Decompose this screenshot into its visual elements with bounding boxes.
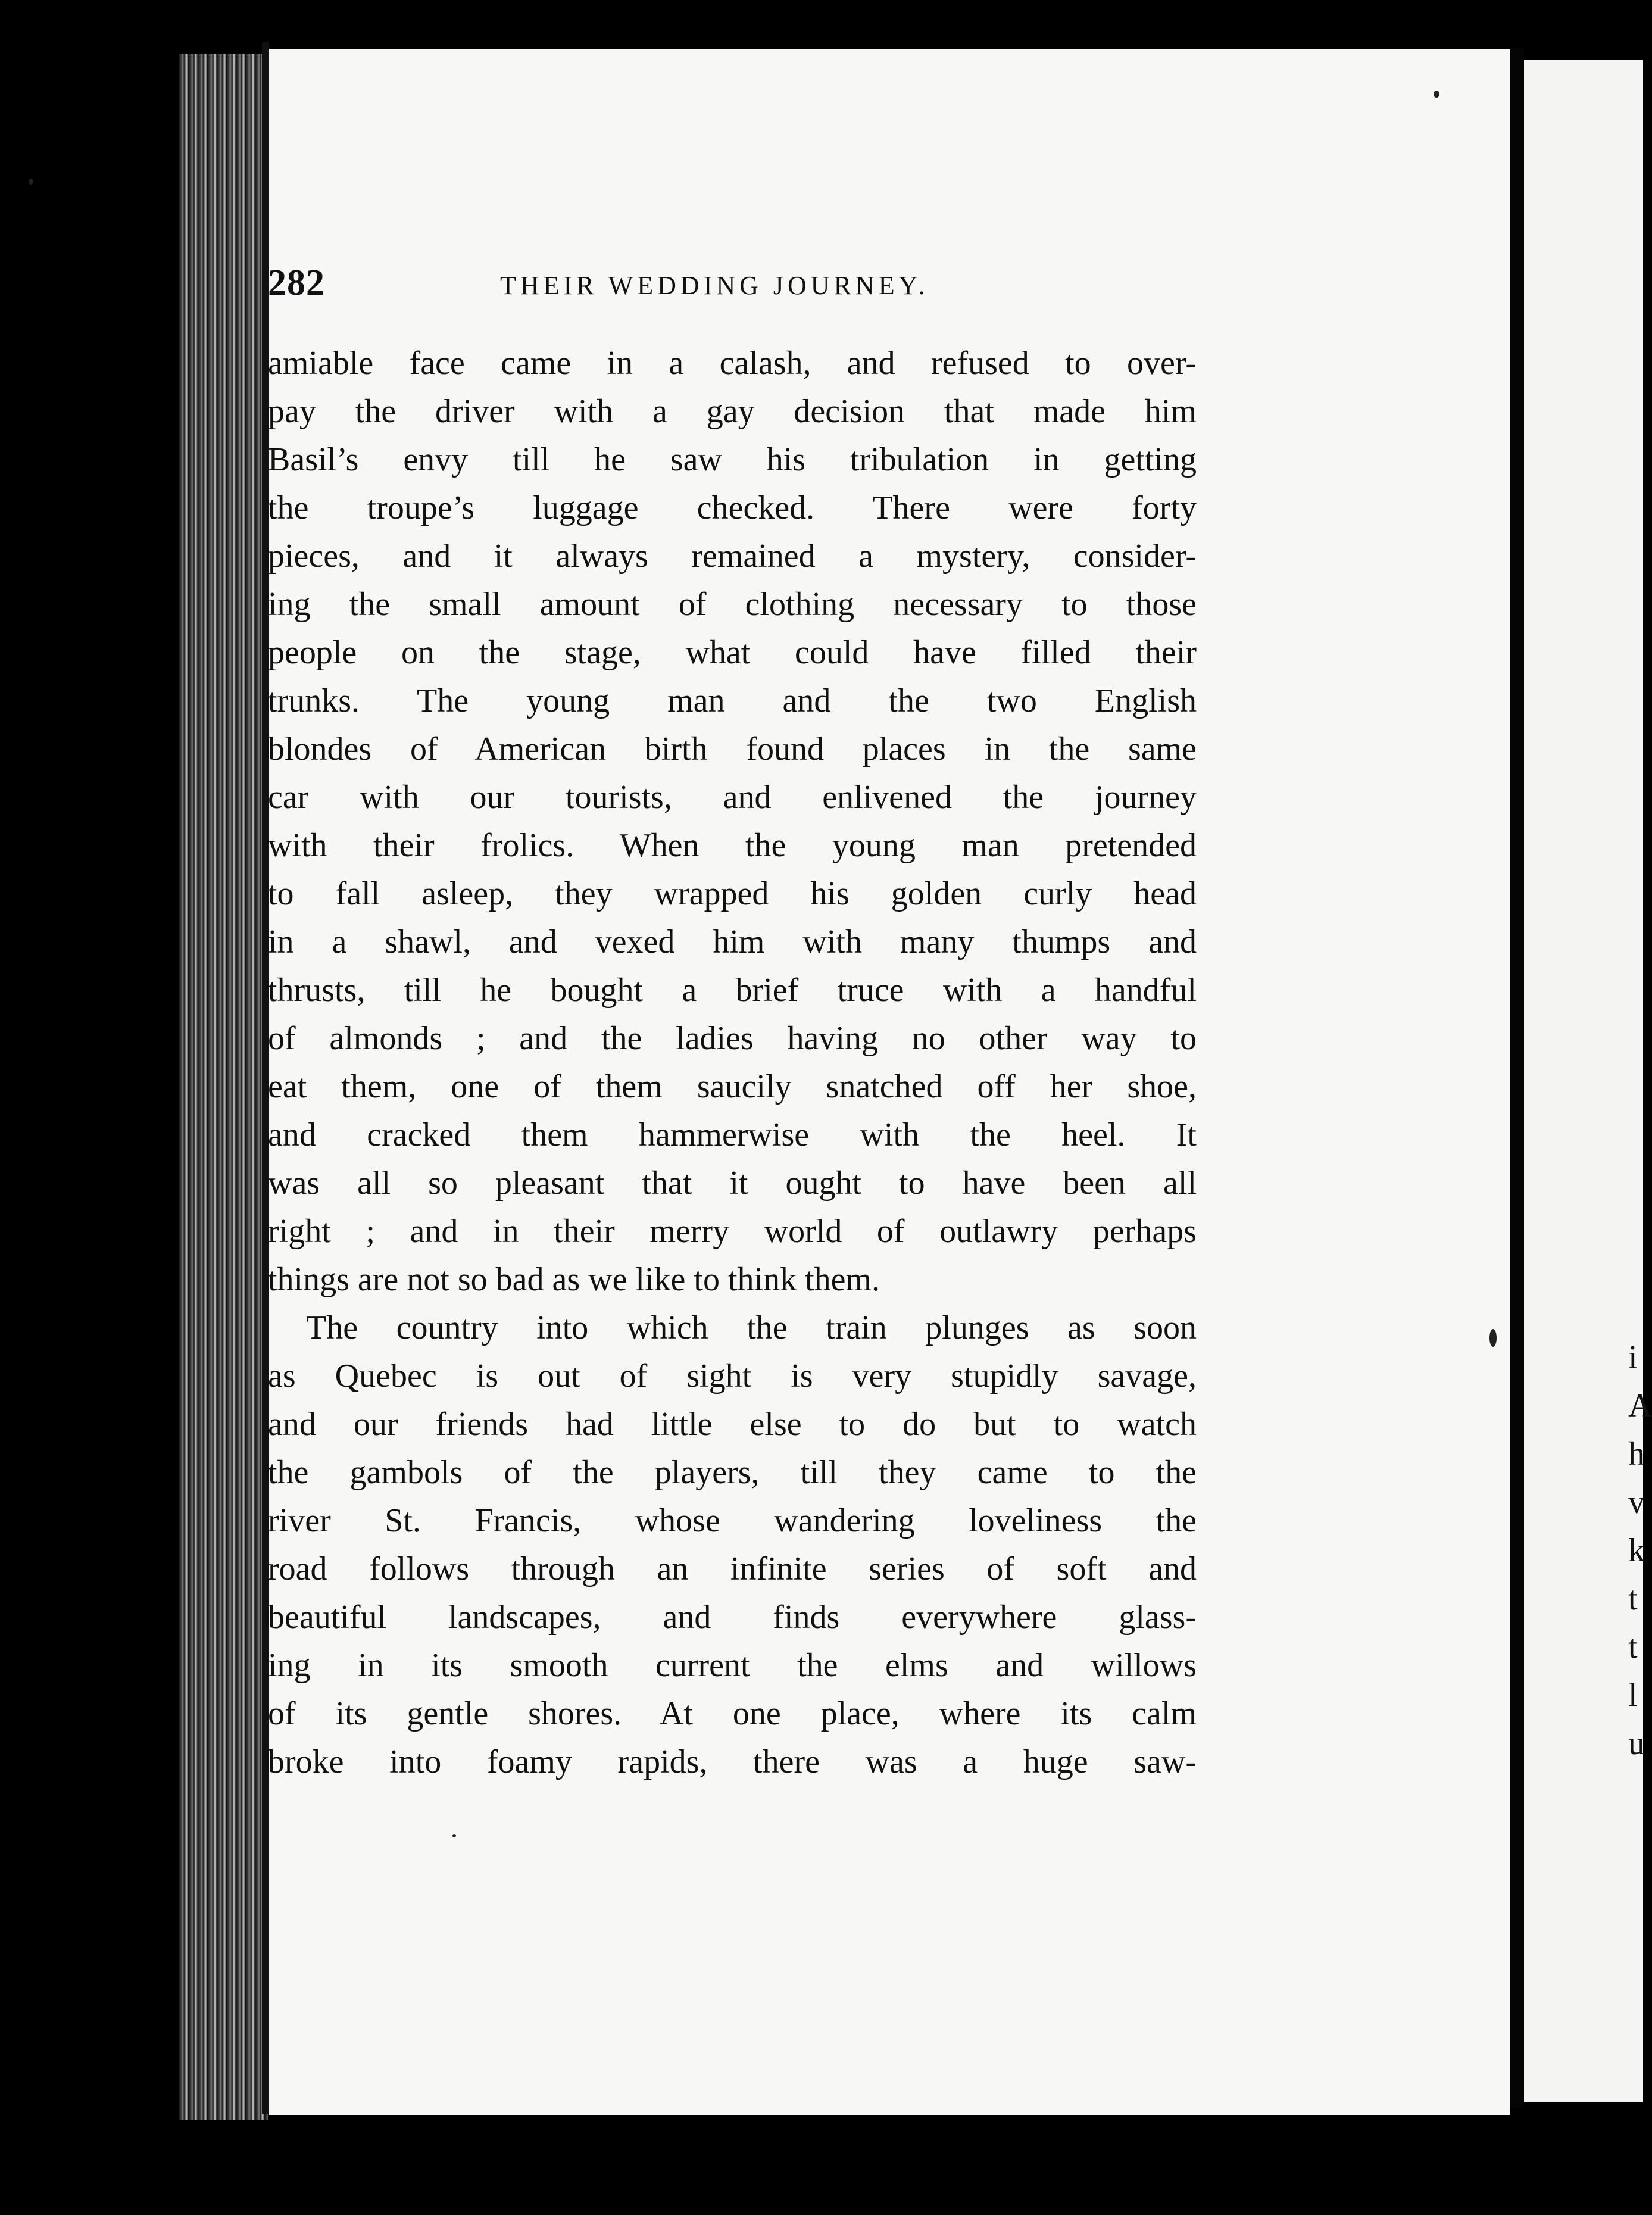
page-header (268, 262, 1197, 316)
facing-page-letter: t (1628, 1580, 1638, 1617)
ink-speck (452, 1834, 456, 1837)
facing-page-letter: h (1628, 1436, 1645, 1472)
text-line: with their frolics. When the young man pretended (268, 827, 1197, 864)
text-line: as Quebec is out of sight is very stupidly savage, (268, 1358, 1197, 1394)
text-line: was all so pleasant that it ought to have been all (268, 1165, 1197, 1202)
text-line: amiable face came in a calash, and refused to over- (268, 345, 1197, 382)
text-line: things are not so bad as we like to think them. (268, 1261, 880, 1298)
facing-page-letter: t (1628, 1629, 1638, 1665)
text-line: of almonds ; and the ladies having no other way to (268, 1020, 1197, 1057)
book-page-edges (179, 54, 268, 2120)
spine-shadow (1510, 48, 1524, 2108)
facing-page-letter: v (1628, 1484, 1645, 1521)
ink-speck (1434, 91, 1439, 98)
text-line: and our friends had little else to do but to watch (268, 1406, 1197, 1443)
facing-page-letter: i (1628, 1339, 1638, 1376)
text-line: Basil’s envy till he saw his tribulation in getting (268, 441, 1197, 478)
text-line: the troupe’s luggage checked. There were forty (268, 489, 1197, 526)
body-text (268, 339, 1197, 1786)
facing-page-letter: u (1628, 1725, 1645, 1762)
ink-speck (29, 179, 33, 185)
text-line: the gambols of the players, till they came to the (268, 1454, 1197, 1491)
text-line: ing in its smooth current the elms and willows (268, 1647, 1197, 1684)
text-line: to fall asleep, they wrapped his golden curly head (268, 875, 1197, 912)
text-line: of its gentle shores. At one place, where its calm (268, 1695, 1197, 1732)
facing-page-letter: k (1628, 1532, 1645, 1569)
text-line: trunks. The young man and the two English (268, 682, 1197, 719)
text-line: car with our tourists, and enlivened the journey (268, 779, 1197, 816)
text-line: ing the small amount of clothing necessary to those (268, 586, 1197, 623)
text-line: beautiful landscapes, and finds everywhere glass- (268, 1599, 1197, 1636)
text-line: eat them, one of them saucily snatched off her shoe, (268, 1068, 1197, 1105)
text-line: people on the stage, what could have filled their (268, 634, 1197, 671)
text-line: right ; and in their merry world of outlawry perhaps (268, 1213, 1197, 1250)
facing-page-fragments (1628, 1334, 1652, 1768)
facing-page-edge (1524, 60, 1643, 2102)
ink-speck (1489, 1329, 1497, 1347)
text-line: in a shawl, and vexed him with many thumps and (268, 924, 1197, 960)
text-line: blondes of American birth found places in the same (268, 731, 1197, 768)
facing-page-letter: l (1628, 1677, 1638, 1714)
text-line: The country into which the train plunges as soon (306, 1309, 1197, 1346)
text-line: road follows through an infinite series of soft and (268, 1550, 1197, 1587)
facing-page-letter: A (1628, 1387, 1652, 1424)
text-line: river St. Francis, whose wandering loveliness the (268, 1502, 1197, 1539)
text-line: pieces, and it always remained a mystery, consider- (268, 538, 1197, 575)
running-title: THEIR WEDDING JOURNEY. (500, 271, 929, 300)
text-line: pay the driver with a gay decision that made him (268, 393, 1197, 430)
text-line: broke into foamy rapids, there was a huge saw- (268, 1743, 1197, 1780)
text-line: thrusts, till he bought a brief truce with a handful (268, 972, 1197, 1009)
text-line: and cracked them hammerwise with the heel. It (268, 1116, 1197, 1153)
page-number: 282 (268, 263, 325, 303)
